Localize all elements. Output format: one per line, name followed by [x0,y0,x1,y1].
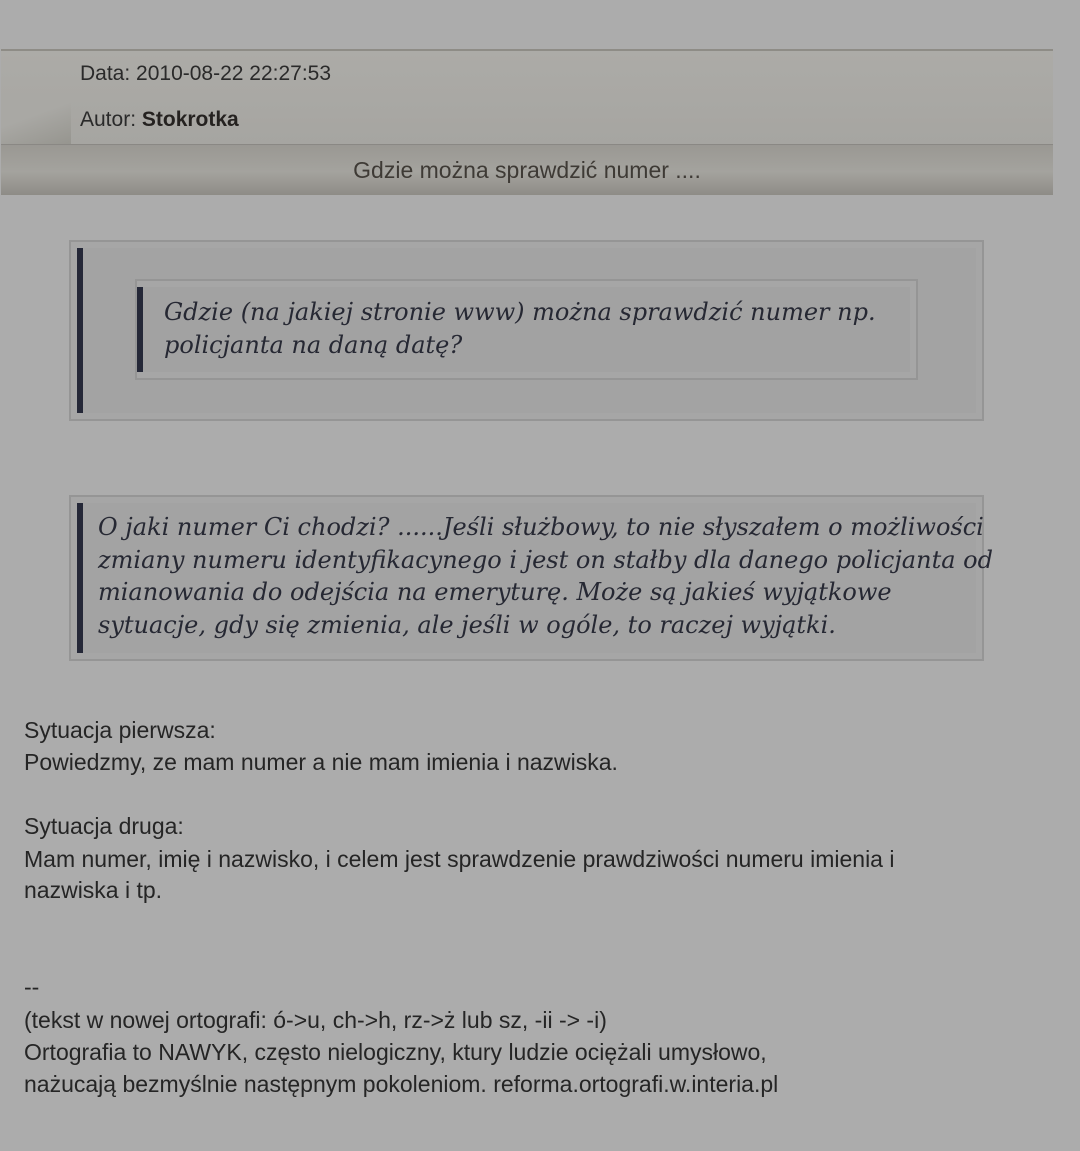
situation-2-title: Sytuacja druga: [24,813,184,839]
situation-2 [24,811,894,906]
reply-quote-line: sytuacje, gdy się zmienia, ale jeśli w ogóle, to raczej wyjątki. [98,610,836,639]
reply-quote-line: O jaki numer Ci chodzi? ......Jeśli służbowy, to nie słyszałem o możliwości [98,513,984,541]
post-date-value: 2010-08-22 22:27:53 [136,62,332,85]
reply-quote-text [98,511,993,641]
reply-quote-line: zmiany numeru identyfikacynego i jest on stałby dla danego policjanta od [98,545,993,574]
nested-quote-text [164,296,876,361]
post-subject: Gdzie można sprawdzić numer .... [353,157,701,183]
post-meta [1,51,1053,144]
nested-quote-line: policjanta na daną datę? [164,330,463,359]
post-author [80,108,239,132]
signature-line: Ortografia to NAWYK, często nielogiczny, ktury ludzie ociężali umysłowo, [24,1039,767,1065]
header-corner-decoration [1,99,71,144]
situation-1-title: Sytuacja pierwsza: [24,717,216,743]
post-author-label: Autor: [80,108,137,131]
situation-2-line: nazwiska i tp. [24,877,163,903]
post-date [80,62,331,86]
post-header [1,49,1053,195]
signature-line: nażucają bezmyślnie następnym pokoleniom. reforma.ortografi.w.interia.pl [24,1071,779,1097]
signature-line: (tekst w nowej ortografi: ó->u, ch->h, rz->ż lub sz, -ii -> -i) [24,1007,607,1033]
post-date-label: Data: [80,62,131,85]
situation-1-text: Powiedzmy, ze mam numer a nie mam imienia i nazwiska. [24,749,618,775]
situation-2-line: Mam numer, imię i nazwisko, i celem jest sprawdzenie prawdziwości numeru imienia i [24,846,895,872]
signature [24,972,778,1100]
nested-quote-line: Gdzie (na jakiej stronie www) można sprawdzić numer np. [164,298,876,326]
reply-quote-line: mianowania do odejścia na emeryturę. Może są jakieś wyjątkowe [98,578,892,606]
signature-separator: -- [24,974,40,1000]
situation-1 [24,715,618,778]
post-subject-bar [1,144,1053,194]
post-author-name[interactable]: Stokrotka [141,108,239,131]
